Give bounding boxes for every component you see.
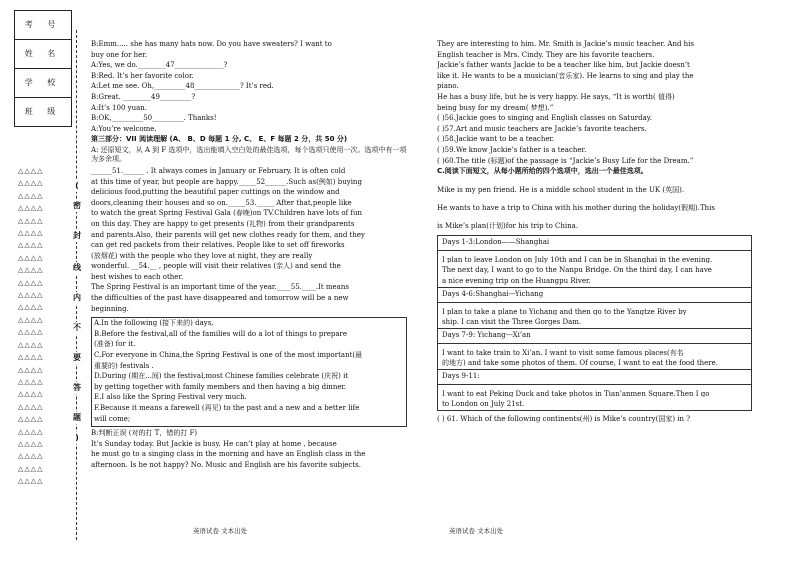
trip-line: to London on July 21st. [442,400,525,409]
triangle-row: △△△△ [18,377,44,386]
trip-line: 的地方) and take some photos of them. Of course, I want to eat the food there. [442,359,719,367]
section-c-title: C.阅读下面短文，从每小题所给的四个选项中，选出一个最佳选项。 [437,167,648,176]
passage-line: ______51.______ . It always comes in January or February. It is often cold [91,166,346,175]
passage-line: can get red packets from their relatives. People like to set off fireworks [91,241,345,250]
passage-line: to watch the great Spring Festival Gala (春晚)on TV.Children have lots of fun [91,209,362,218]
triangle-row: △△△△ [18,229,44,238]
options-box [91,317,407,427]
left-column [91,40,407,472]
seal-char: 要 [70,352,84,364]
section3-instructions: A: 还原短文，从 A 到 F 选项中，选出能填入空白处的最佳选项，每个选项只使用一次。选项中有一项为多余项。 [91,145,407,163]
school-field[interactable]: 学 校 [15,69,72,98]
dialogue-line: A:Yes, we do.________47______________? [91,61,228,70]
statement-line[interactable]: ( )60.The title (标题)of the passage is “Jackie’s Busy Life for the Dream.” [437,156,694,165]
triangle-row: △△△△ [18,191,44,200]
passage-line: They are interesting to him. Mr. Smith is Jackie’s music teacher. And his [437,40,695,48]
trip-line: I plan to leave London on July 10th and I can be in Shanghai in the evening. [442,255,713,264]
seal-char: 密 [70,200,84,212]
triangle-pattern [18,165,58,488]
triangle-row: △△△△ [18,452,44,461]
passage-line: Jackie’s father wants Jackie to be a teacher like him, but Jackie doesn’t [437,61,690,70]
triangle-row: △△△△ [18,303,44,312]
triangle-row: △△△△ [18,167,44,175]
passage-line: He has a busy life, but he is very happy. He says, “It is worth( 值得) [437,92,675,101]
triangle-row: △△△△ [18,477,44,486]
section-c-intro [437,181,752,235]
passage-line: on this day. They are happy to get presents (礼物) from their grandparents [91,219,355,228]
passage-line: delicious food,putting the beautiful paper cuttings on the window and [91,188,340,197]
student-info-panel [14,10,72,127]
passage-line: like it. He wants to be a musician(音乐家). He learns to sing and play the [437,71,694,80]
section-b-line: It’s Sunday today. But Jackie is busy. He can’t play at home , because [91,439,337,448]
option-line: E.I also like the Spring Festival very much. [94,393,247,402]
trip-line: I want to eat Peking Duck and take photos in Tian’anmen Square.Then I go [442,389,710,398]
trip-line: The next day, I want to go to the Nanpu Bridge. On the third day, I can have [442,266,712,274]
passage-b-continued [437,40,752,114]
section-b-line: he must go to a singing class in the morning and have an English class in the [91,450,366,459]
triangle-row: △△△△ [18,266,44,275]
passage-line: wonderful. __54.__ , people will visit their relatives (亲人) and send the [91,262,341,271]
seal-char: ) [70,432,84,444]
exam-number-field[interactable]: 考 号 [15,11,72,40]
statement-line[interactable]: ( )57.Art and music teachers are Jackie’s favorite teachers. [437,124,647,133]
passage-line: doors,cleaning their houses and so on._____53._____ After that,people like [91,198,352,207]
option-line: will come; [94,414,131,423]
question-61[interactable]: ( ) 61. Which of the following continents(州) is Mike’s country(国家) in ? [437,415,691,424]
triangle-row: △△△△ [18,216,44,225]
seal-char: 不 [70,322,84,334]
seal-char: 题 [70,412,84,424]
dialogue-line: A:It’s 100 yuan. [91,103,147,112]
passage-line: the difficulties of the past have disappeared and tomorrow will be a new [91,294,349,303]
triangle-row: △△△△ [18,315,44,324]
triangle-row: △△△△ [18,340,44,349]
triangle-row: △△△△ [18,464,44,473]
option-line: C.For everyone in China,the Spring Festival is one of the most important(最 [94,351,363,360]
dialogue-line: A:You’re welcome. [91,124,157,133]
passage-a [91,167,407,315]
triangle-row: △△△△ [18,328,44,337]
page-footer-right: 英语试卷 文本出处 [449,527,504,535]
triangle-row: △△△△ [18,253,44,262]
triangle-row: △△△△ [18,179,44,188]
passage-line: The Spring Festival is an important time of the year.____55.____.It means [91,283,349,292]
trip-day-body [438,250,752,287]
statement-line[interactable]: ( )59.We know Jackie’s father is a teacher. [437,145,587,154]
option-line: 重要的) festivals . [94,361,154,370]
triangle-row: △△△△ [18,427,44,436]
trip-day-body [438,343,752,369]
intro-line: He wants to have a trip to China with his mother during the holiday(假期).This [437,203,716,212]
triangle-row: △△△△ [18,415,44,424]
right-column [437,40,752,426]
triangle-row: △△△△ [18,353,44,362]
option-line: B.Before the festival,all of the families will do a lot of things to prepare [94,329,348,338]
passage-line: being busy for my dream( 梦想).” [437,103,554,112]
trip-day-heading: Days 1-3:London——Shanghai [438,235,752,250]
class-field[interactable]: 班 级 [15,98,72,127]
triangle-row: △△△△ [18,402,44,411]
option-line: (准备) for it. [94,340,136,349]
dialogue-line: buy one for her. [91,50,148,59]
seal-char: 封 [70,230,84,242]
page-footer-left: 英语试卷 文本出处 [193,527,248,535]
option-line: D.During (期在...间) the festival,most Chinese families celebrate (庆祝) it [94,372,349,381]
statement-line[interactable]: ( )58.Jackie want to be a teacher. [437,135,555,144]
seal-line [70,30,84,540]
student-info-table [14,10,72,127]
true-false-statements [437,114,752,167]
seal-char: ( [70,180,84,192]
dialogue-line: B:OK,_________50_________. Thanks! [91,114,217,123]
intro-line: Mike is my pen friend. He is a middle school student in the UK (英国). [437,185,685,194]
triangle-row: △△△△ [18,291,44,300]
name-field[interactable]: 姓 名 [15,40,72,69]
option-line: by getting together with family members and then having a big dinner. [94,382,347,391]
triangle-row: △△△△ [18,204,44,213]
option-line: A.In the following (接下来的) days, [94,319,214,328]
trip-day-heading: Days 4-6:Shanghai---Yichang [438,287,752,302]
trip-line: I plan to take a plane to Yichang and then go to the Yangtze River by [442,307,687,316]
trip-day-body [438,384,752,410]
option-line: F.Because it means a farewell (再见) to the past and a new and a better life [94,404,360,412]
trip-day-heading: Days 7-9: Yichang---Xi’an [438,328,752,343]
passage-line: at this time of year, but people are happy._____52______.Such as(例如) buying [91,177,362,186]
trip-plan-table [437,235,752,411]
triangle-row: △△△△ [18,390,44,399]
triangle-row: △△△△ [18,365,44,374]
section-b-line: B:判断正误 (对的打 T，错的打 F) [91,429,198,438]
seal-char: 答 [70,382,84,394]
dialogue-line: A:Let me see. Oh,_________48_____________? It’s red. [91,82,274,91]
section-b [91,429,407,471]
trip-day-body [438,302,752,328]
passage-line: and parents.Also, their parents will get new clothes ready for them, and they [91,230,365,239]
passage-line: piano. [437,82,459,91]
section-b-line: afternoon. Is he not happy? No. Music and English are his favorite subjects. [91,460,361,469]
trip-line: ship. I can visit the Three Gorges Dam. [442,318,582,326]
seal-char: 线 [70,262,84,274]
triangle-row: △△△△ [18,241,44,250]
trip-line: I want to take train to Xi’an. I want to visit some famous places(有名 [442,348,684,357]
seal-char: 内 [70,292,84,304]
section3-title: 第三部分：VII 阅读理解 (A、 B、D 每题 1 分, C、 E、F 每题 2 分，共 50 分) [91,135,348,144]
passage-line: (放烟花) with the people who they love at night, they are really [91,251,313,260]
passage-line: beginning. [91,304,129,313]
triangle-row: △△△△ [18,439,44,448]
trip-line: a nice evening trip on the Huangpu River. [442,276,591,285]
passage-line: best wishes to each other. [91,272,184,281]
dialogue [91,40,407,135]
trip-day-heading: Days 9-11: [438,369,752,384]
statement-line[interactable]: ( )56.Jackie goes to singing and English classes on Saturday. [437,114,653,123]
seal-dashed-line [76,30,77,540]
intro-line: is Mike’s plan(计划)for his trip to China. [437,221,579,230]
passage-line: English teacher is Mrs. Cindy. They are his favorite teachers. [437,50,655,59]
triangle-row: △△△△ [18,278,44,287]
dialogue-line: B:Red. It’s her favorite color. [91,71,194,80]
dialogue-line: B:Emm..... she has many hats now. Do you have sweaters? I want to [91,40,332,48]
dialogue-line: B:Great. ________49_________? [91,92,196,101]
